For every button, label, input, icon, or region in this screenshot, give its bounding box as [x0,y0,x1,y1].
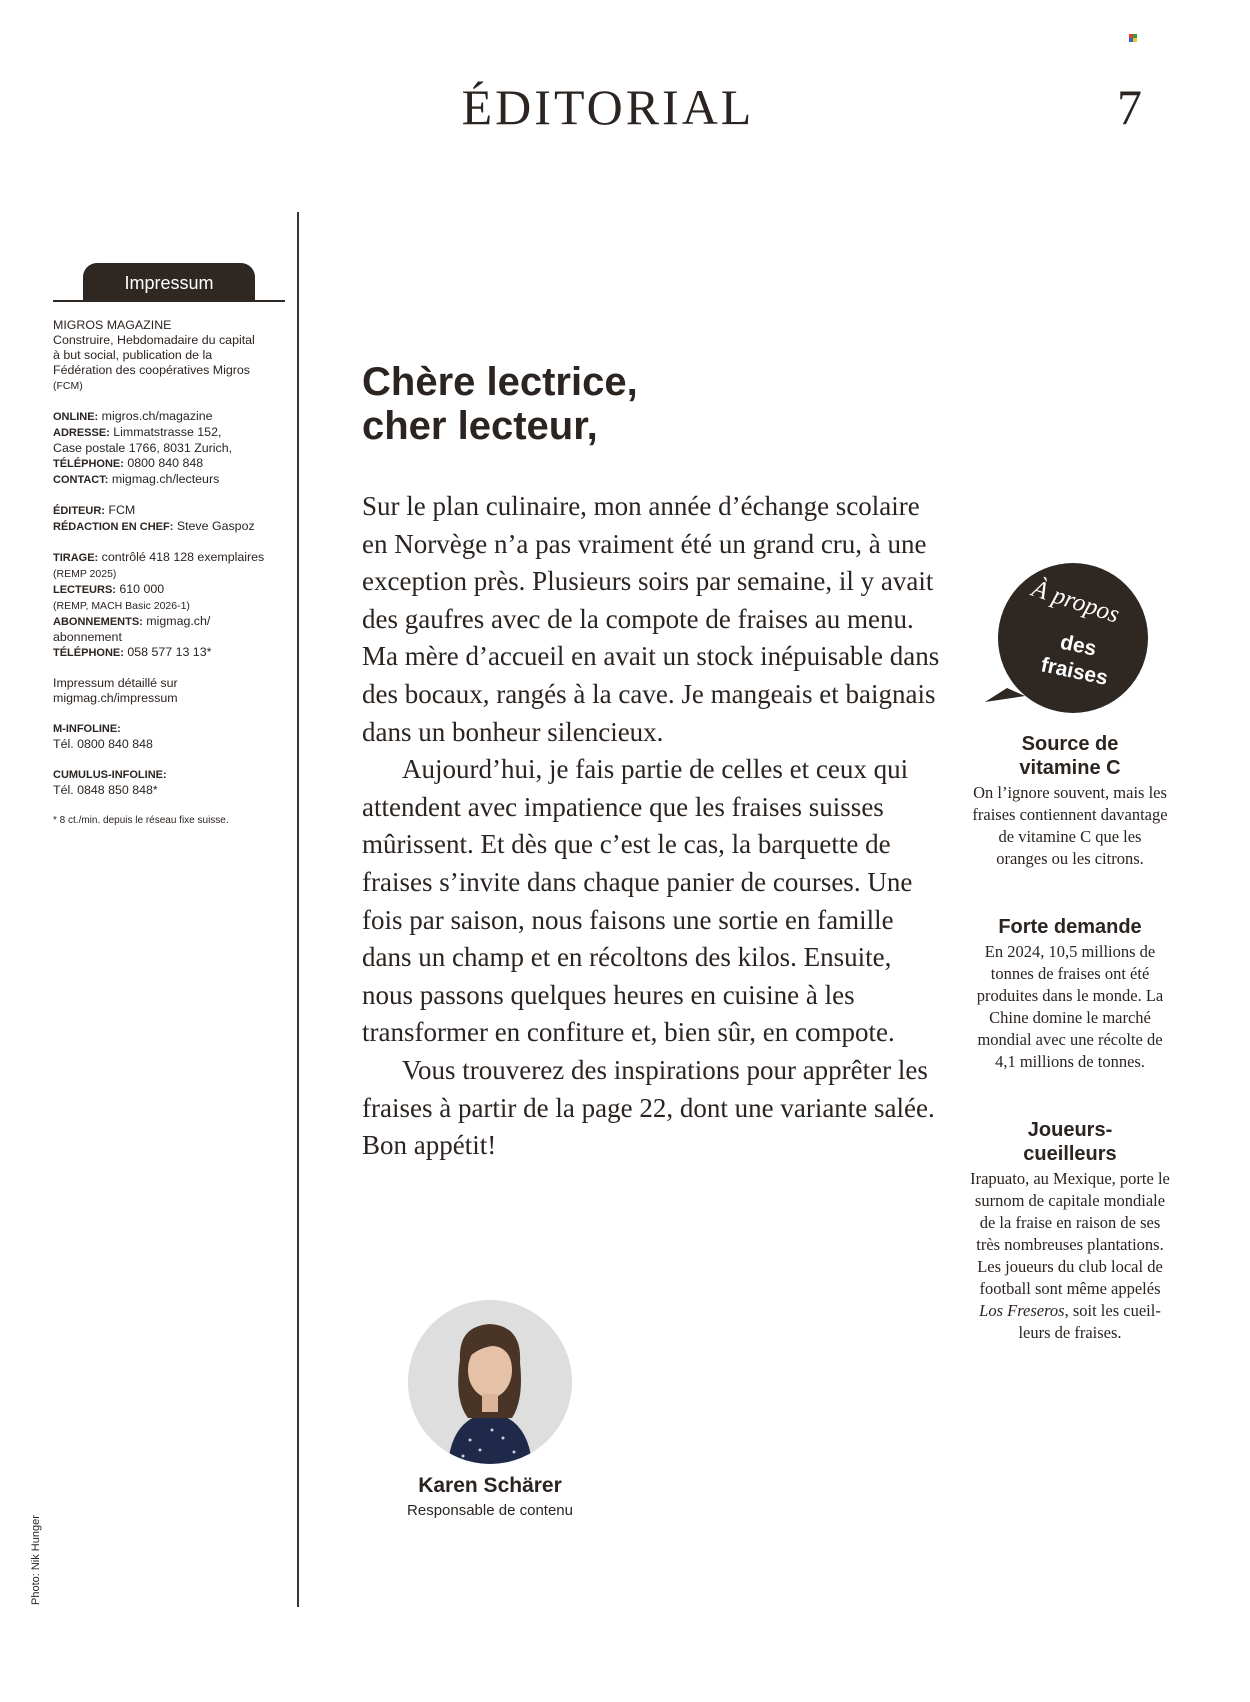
impressum-m-infoline: M-INFOLINE: Tél. 0800 840 848 [53,723,153,751]
impressum-contact: ONLINE: migros.ch/magazine ADRESSE: Limmatstrasse 152, Case postale 1766, 8031 Zurich, TÉLÉPHONE: 0800 840 848 CONTACT: migmag.ch/lecteurs [53,409,233,486]
impressum-detail: Impressum détaillé sur migmag.ch/impressum [53,676,178,705]
author-role: Responsable de contenu [407,1502,573,1519]
article-headline: Chère lectrice, cher lecteur, [362,360,638,448]
impressum-rule [53,300,285,302]
portrait-illustration [408,1300,572,1464]
fact-title: Forte demande [998,916,1142,938]
page-number: 7 [1117,79,1142,135]
author-name: Karen Schärer [418,1474,562,1497]
bubble-text-apropos: À propos [1028,575,1123,629]
fact-text: En 2024, 10,5 millions de tonnes de fraises ont été produites dans le monde. La Chine domine le marché mondial avec une récolte de 4,1 millions de tonnes. [976,942,1164,1071]
bubble-text-fraises: fraises [1038,653,1110,690]
topic-speech-bubble [985,560,1150,720]
fact-title: Source de vitamine C [1019,733,1121,779]
article-paragraph: Sur le plan culinaire, mon année d’échange scolaire en Norvège n’a pas vraiment été un grand cru, à une exception près. Plusieurs soirs par semaine, il y avait des gaufres avec de la compote de fraises au menu. Ma mère d’accueil en avait un stock inépuisable dans des bocaux, rangés à la cave. Je mangeais et baignais dans un bonheur silencieux. [362,491,940,747]
section-title: ÉDITORIAL [461,79,755,135]
article-paragraph: Aujourd’hui, je fais partie de celles et ceux qui attendent avec impatience que les fraises suisses mûrissent. Et dès que c’est le cas, la barquette de fraises s’invite dans chaque panier de courses. Une fois par saison, nous faisons une sortie en famille dans un champ et en récoltons des kilos. Ensuite, nous passons quelques heures en cuisine à les transformer en confiture et, bien sûr, en compote. [362,754,913,1048]
fact-vitamin-c [970,732,1170,870]
fact-text: Irapuato, au Mexique, porte le surnom de capitale mondiale de la fraise en raison de ses très nombreuses plantations. Les joueurs du club local de football sont même appelés Los Freseros, soit les cueilleurs de fraises. [970,1169,1170,1342]
impressum-publisher: MIGROS MAGAZINE Construire, Hebdomadaire du capital à but social, publication de la Fédération des coopératives Migros (FCM) [53,318,255,392]
impressum-tab: Impressum [83,263,255,301]
article-paragraph: Vous trouverez des inspirations pour apprêter les fraises à partir de la page 22, dont une variante salée. Bon appétit! [362,1054,935,1161]
fact-title: Joueurs-cueilleurs [1023,1119,1117,1165]
impressum-footnote: * 8 ct./min. depuis le réseau fixe suisse. [53,815,229,826]
author-portrait [408,1300,572,1464]
impressum-editor: ÉDITEUR: FCM RÉDACTION EN CHEF: Steve Gaspoz [53,503,255,533]
column-divider [297,212,299,1607]
article-body [362,488,942,1165]
impressum-block [53,318,293,843]
fact-players [970,1118,1170,1344]
impressum-cumulus-infoline: CUMULUS-INFOLINE: Tél. 0848 850 848* [53,769,167,797]
print-color-mark [1129,34,1137,42]
fact-demand [970,915,1170,1073]
photo-credit: Photo: Nik Hunger [30,1515,42,1605]
fact-text: On l’ignore souvent, mais les fraises contiennent davantage de vitamine C que les oranges ou les citrons. [972,783,1168,868]
impressum-circulation: TIRAGE: contrôlé 418 128 exemplaires (REMP 2025) LECTEURS: 610 000 (REMP, MACH Basic 2026-1) ABONNEMENTS: migmag.ch/ abonnement TÉLÉPHONE: 058 577 13 13* [53,550,265,659]
bubble-text-des: des [1058,630,1099,661]
